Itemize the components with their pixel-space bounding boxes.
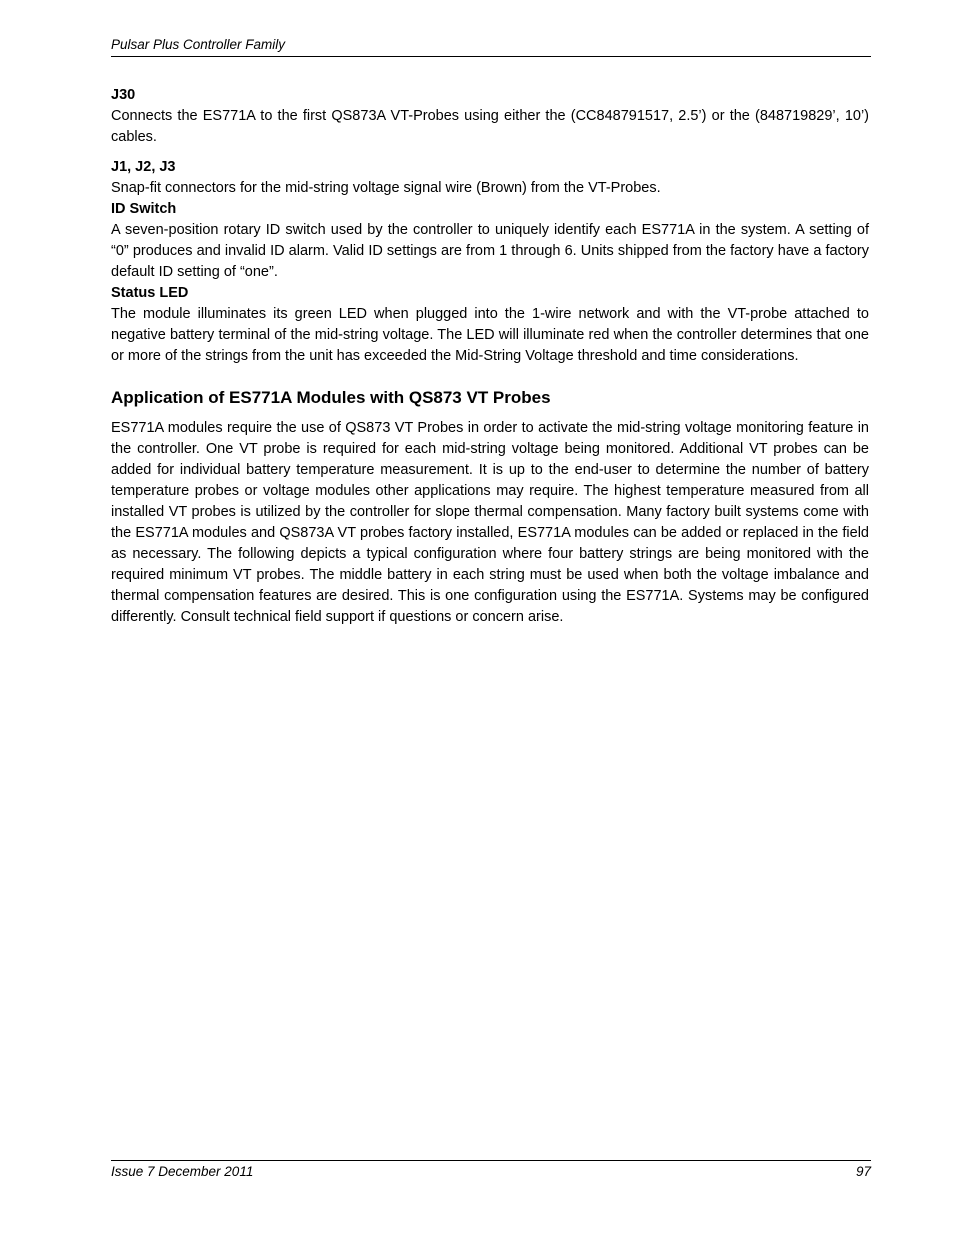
application-text: ES771A modules require the use of QS873 VT Probes in order to activate the mid-string voltage monitoring feature in the controller. One VT probe is required for each mid-string voltage being monitored. Additional VT probes can be added for individual battery temperature measurement. It is up to the end-user to determine the number of battery temperature probes or voltage modules other applications may require. The highest temperature measured from all installed VT probes is utilized by the controller for slope thermal compensation. Many factory built systems come with the ES771A modules and QS873A VT probes factory installed, ES771A modules can be added or replaced in the field as necessary. The following depicts a typical configuration where four battery strings are being monitored with the required minimum VT probes. The middle battery in each string must be used when both the voltage imbalance and thermal compensation features are desired. This is one configuration using the ES771A. Systems may be configured differently. Consult technical field support if questions or concern arise. xyxy=(111,420,869,625)
page-header xyxy=(111,36,871,57)
j1-j2-j3-heading: J1, J2, J3 xyxy=(111,159,176,175)
j30-text: Connects the ES771A to the first QS873A VT-Probes using either the (CC848791517, 2.5’) or the (848719829’, 10’) cables. xyxy=(111,108,869,145)
application-heading: Application of ES771A Modules with QS873 VT Probes xyxy=(111,388,551,407)
j30-heading: J30 xyxy=(111,87,136,103)
j1-j2-j3-text: Snap-fit connectors for the mid-string voltage signal wire (Brown) from the VT-Probes. xyxy=(111,180,661,196)
issue-date: Issue 7 December 2011 xyxy=(111,1164,254,1179)
document-title: Pulsar Plus Controller Family xyxy=(111,37,286,52)
id-switch-heading: ID Switch xyxy=(111,201,177,217)
status-led-text: The module illuminates its green LED when plugged into the 1-wire network and with the VT-probe attached to negative battery terminal of the mid-string voltage. The LED will illuminate red when the controller determines that one or more of the strings from the unit has exceeded the Mid-String Voltage threshold and time considerations. xyxy=(111,306,869,364)
id-switch-text: A seven-position rotary ID switch used by the controller to uniquely identify each ES771A in the system. A setting of “0” produces and invalid ID alarm. Valid ID settings are from 1 through 6. Units shipped from the factory have a factory default ID setting of “one”. xyxy=(111,222,869,280)
status-led-heading: Status LED xyxy=(111,285,189,301)
page-number: 97 xyxy=(855,1164,871,1179)
page-content xyxy=(111,85,869,628)
page-footer xyxy=(111,1160,871,1185)
